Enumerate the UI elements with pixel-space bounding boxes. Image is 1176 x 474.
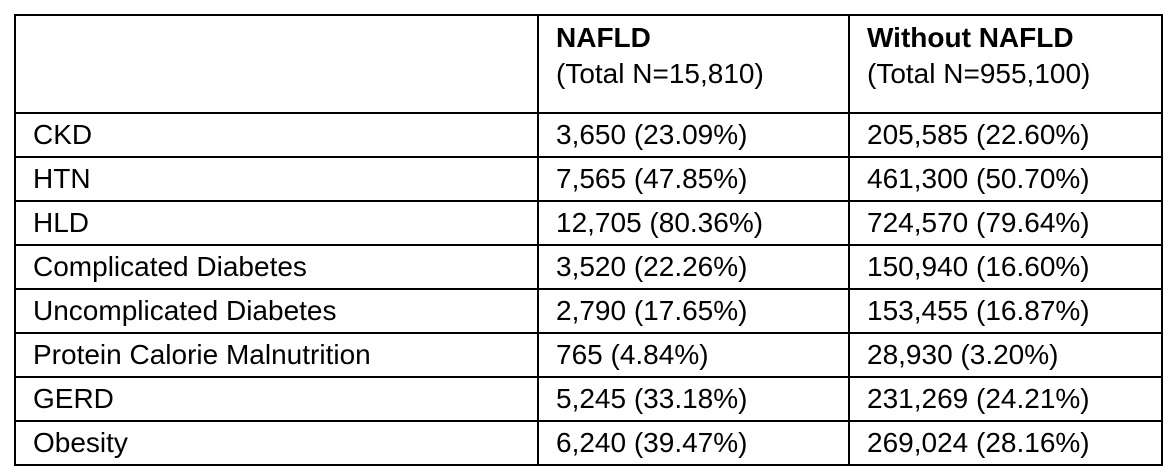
table-row <box>15 333 1162 377</box>
row-label: Complicated Diabetes <box>15 245 538 289</box>
table-row <box>15 201 1162 245</box>
row-label: GERD <box>15 377 538 421</box>
nafld-value: 3,520 (22.26%) <box>538 245 849 289</box>
header-nafld-total: (Total N=15,810) <box>556 58 764 89</box>
row-label: HTN <box>15 157 538 201</box>
nafld-value: 3,650 (23.09%) <box>538 113 849 157</box>
header-empty-cell <box>15 15 538 113</box>
row-label: Obesity <box>15 421 538 465</box>
without-nafld-value: 461,300 (50.70%) <box>849 157 1162 201</box>
header-without-nafld-total: (Total N=955,100) <box>867 58 1091 89</box>
without-nafld-value: 231,269 (24.21%) <box>849 377 1162 421</box>
row-label: CKD <box>15 113 538 157</box>
nafld-value: 12,705 (80.36%) <box>538 201 849 245</box>
header-without-nafld-cell <box>849 15 1162 113</box>
header-nafld-cell <box>538 15 849 113</box>
header-row <box>15 15 1162 113</box>
nafld-value: 765 (4.84%) <box>538 333 849 377</box>
header-without-nafld-title: Without NAFLD <box>867 22 1074 53</box>
nafld-value: 5,245 (33.18%) <box>538 377 849 421</box>
table-row <box>15 245 1162 289</box>
without-nafld-value: 269,024 (28.16%) <box>849 421 1162 465</box>
header-nafld-title: NAFLD <box>556 22 651 53</box>
table-row <box>15 377 1162 421</box>
table-row <box>15 157 1162 201</box>
without-nafld-value: 150,940 (16.60%) <box>849 245 1162 289</box>
row-label: Protein Calorie Malnutrition <box>15 333 538 377</box>
nafld-value: 2,790 (17.65%) <box>538 289 849 333</box>
row-label: HLD <box>15 201 538 245</box>
without-nafld-value: 153,455 (16.87%) <box>849 289 1162 333</box>
row-label: Uncomplicated Diabetes <box>15 289 538 333</box>
table-row <box>15 289 1162 333</box>
without-nafld-value: 724,570 (79.64%) <box>849 201 1162 245</box>
comparison-table <box>14 14 1163 466</box>
table-row <box>15 421 1162 465</box>
without-nafld-value: 205,585 (22.60%) <box>849 113 1162 157</box>
nafld-value: 7,565 (47.85%) <box>538 157 849 201</box>
without-nafld-value: 28,930 (3.20%) <box>849 333 1162 377</box>
table-row <box>15 113 1162 157</box>
nafld-value: 6,240 (39.47%) <box>538 421 849 465</box>
